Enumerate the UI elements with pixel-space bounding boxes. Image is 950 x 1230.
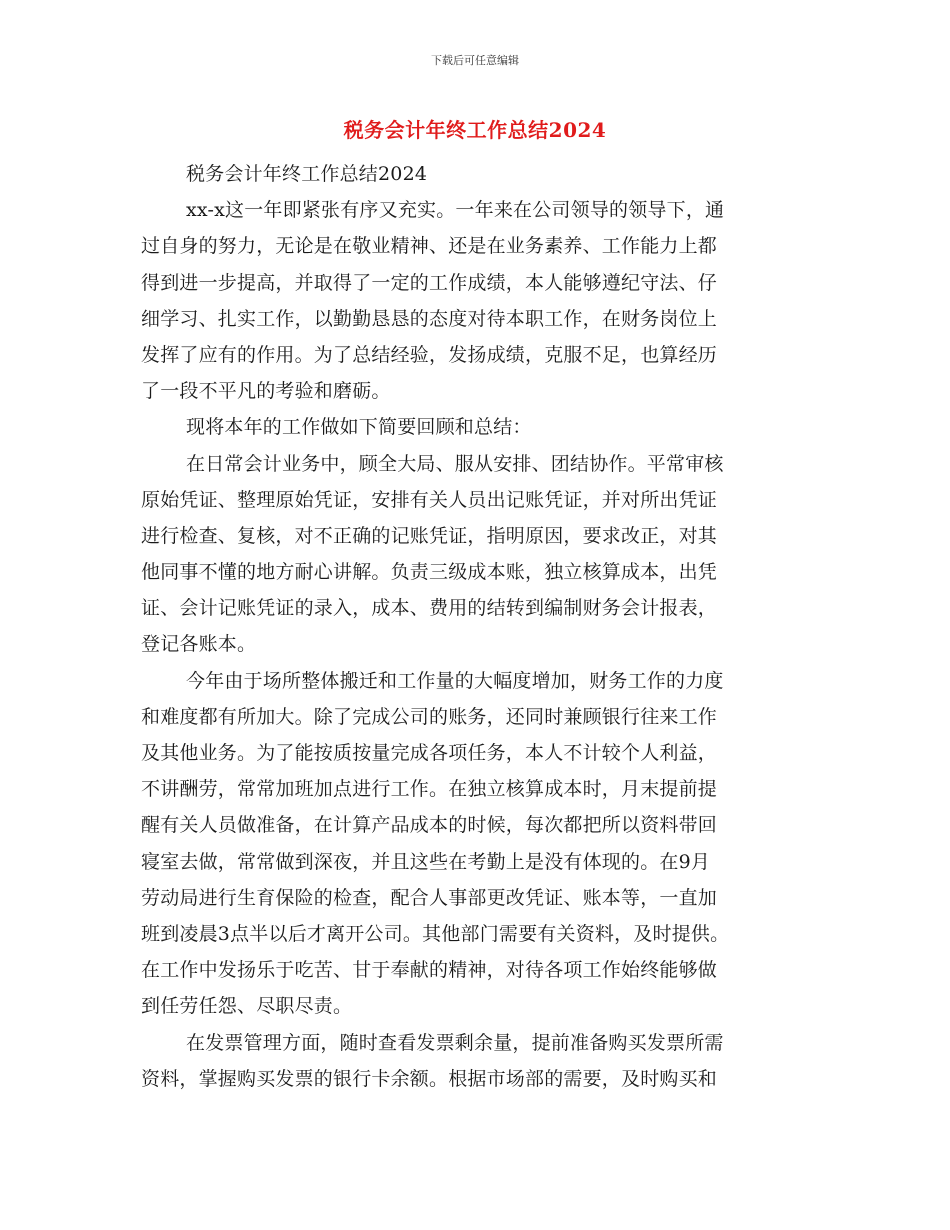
text-line: 过自身的努力，无论是在敬业精神、还是在业务素养、工作能力上都 [141, 235, 718, 258]
text-line: 班到凌晨3点半以后才离开公司。其他部门需要有关资料，及时提供。 [141, 922, 730, 945]
text-line: 今年由于场所整体搬迁和工作量的大幅度增加，财务工作的力度 [186, 669, 724, 692]
text-line: 他同事不懂的地方耐心讲解。负责三级成本账，独立核算成本，出凭 [141, 561, 718, 584]
text-line: 了一段不平凡的考验和磨砺。 [141, 380, 391, 403]
text-line: 和难度都有所加大。除了完成公司的账务，还同时兼顾银行往来工作 [141, 705, 718, 728]
text-line: xx-x这一年即紧张有序又充实。一年来在公司领导的领导下，通 [186, 199, 725, 222]
text-line: 现将本年的工作做如下简要回顾和总结： [186, 416, 532, 439]
text-line: 登记各账本。 [141, 633, 257, 656]
text-line: 资料，掌握购买发票的银行卡余额。根据市场部的需要，及时购买和 [141, 1067, 718, 1090]
text-line: 在工作中发扬乐于吃苦、甘于奉献的精神，对待各项工作始终能够做 [141, 959, 718, 982]
text-line: 到任劳任怨、尽职尽责。 [141, 995, 353, 1018]
text-line: 原始凭证、整理原始凭证，安排有关人员出记账凭证，并对所出凭证 [141, 488, 718, 511]
text-line: 寝室去做，常常做到深夜，并且这些在考勤上是没有体现的。在9月 [141, 850, 711, 873]
text-line: 在发票管理方面，随时查看发票剩余量，提前准备购买发票所需 [186, 1031, 724, 1054]
text-line: 税务会计年终工作总结2024 [186, 163, 428, 185]
text-line: 不讲酬劳，常常加班加点进行工作。在独立核算成本时，月末提前提 [141, 778, 718, 801]
document-title: 税务会计年终工作总结2024 [343, 118, 607, 142]
text-line: 醒有关人员做准备，在计算产品成本的时候，每次都把所以资料带回 [141, 814, 718, 837]
text-line: 进行检查、复核，对不正确的记账凭证，指明原因，要求改正，对其 [141, 524, 718, 547]
page-header-note: 下载后可任意编辑 [431, 54, 519, 67]
document-body [141, 156, 813, 1097]
text-line: 发挥了应有的作用。为了总结经验，发扬成绩，克服不足，也算经历 [141, 343, 718, 366]
text-line: 在日常会计业务中，顾全大局、服从安排、团结协作。平常审核 [186, 452, 724, 475]
text-line: 得到进一步提高，并取得了一定的工作成绩，本人能够遵纪守法、仔 [141, 271, 718, 294]
text-line: 细学习、扎实工作，以勤勤恳恳的态度对待本职工作，在财务岗位上 [141, 307, 718, 330]
text-line: 及其他业务。为了能按质按量完成各项任务，本人不计较个人利益， [141, 742, 718, 764]
text-line: 劳动局进行生育保险的检查，配合人事部更改凭证、账本等，一直加 [141, 886, 718, 909]
text-line: 证、会计记账凭证的录入，成本、费用的结转到编制财务会计报表， [141, 597, 718, 620]
